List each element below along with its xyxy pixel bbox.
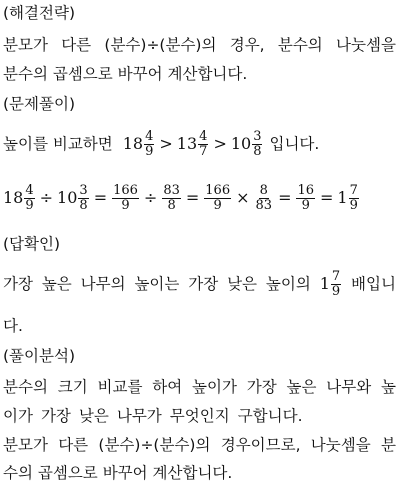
strategy-line-2: 분수의 곱셈으로 바꾸어 계산합니다. [3, 65, 248, 83]
comparison-expression: 18 $\frac{4}{9}$ > 13 $\frac{4}{7}$ > 10 $\frac{3}{8}$ [122, 128, 262, 159]
fraction: $\frac{83}{8}$ [163, 182, 180, 213]
answer-line-1: 가장 높은 나무의 높이는 가장 낮은 높이의 1 $\frac{7}{9}$ 배입니 [3, 264, 396, 304]
analysis-line-3: 분모가 다른 (분수)÷(분수)의 경우이므로, 나눗셈을 분 [3, 436, 396, 454]
answer-heading: (답확인) [3, 235, 61, 253]
fraction: $\frac{7}{9}$ [331, 268, 341, 299]
fraction: $\frac{4}{9}$ [145, 128, 154, 159]
fraction: $\frac{8}{83}$ [255, 182, 273, 213]
fraction: $\frac{16}{9}$ [297, 182, 315, 213]
analysis-line-1: 분수의 크기 비교를 하여 높이가 가장 높은 나무와 높 [3, 378, 396, 396]
fraction: $\frac{166}{9}$ [205, 182, 231, 213]
fraction: $\frac{166}{9}$ [113, 182, 138, 213]
analysis-line-4: 수의 곱셈으로 바꾸어 계산합니다. [3, 464, 233, 482]
fraction: $\frac{4}{7}$ [199, 128, 208, 159]
fraction: $\frac{7}{9}$ [349, 182, 358, 213]
answer-fraction: 1 $\frac{7}{9}$ [319, 268, 341, 299]
height-comparison: 높이를 비교하면 18 $\frac{4}{9}$ > 13 $\frac{4}{7}$ > 10 $\frac{3}{8}$ 입니다. [3, 124, 396, 164]
strategy-line-1: 분모가 다른 (분수)÷(분수)의 경우, 분수의 나눗셈을 [3, 36, 396, 54]
analysis-line-2: 이가 가장 낮은 나무가 무엇인지 구합니다. [3, 407, 303, 425]
answer-line-2: 다. [3, 317, 23, 335]
division-calculation: 18 $\frac{4}{9}$ ÷ 10 $\frac{3}{8}$ = $\frac{166}{9}$ ÷ $\frac{83}{8}$ = $\frac{166}{9}$ × $\frac{8}{83}$ = $\frac{16}{9}$ = 1 $\frac{7}{9}$ [3, 182, 358, 213]
analysis-heading: (풀이분석) [3, 347, 75, 365]
fraction: $\frac{3}{8}$ [79, 182, 88, 213]
solution-heading: (문제풀이) [3, 95, 75, 113]
strategy-heading: (해결전략) [3, 4, 75, 22]
fraction: $\frac{4}{9}$ [25, 182, 34, 213]
fraction: $\frac{3}{8}$ [253, 128, 262, 159]
